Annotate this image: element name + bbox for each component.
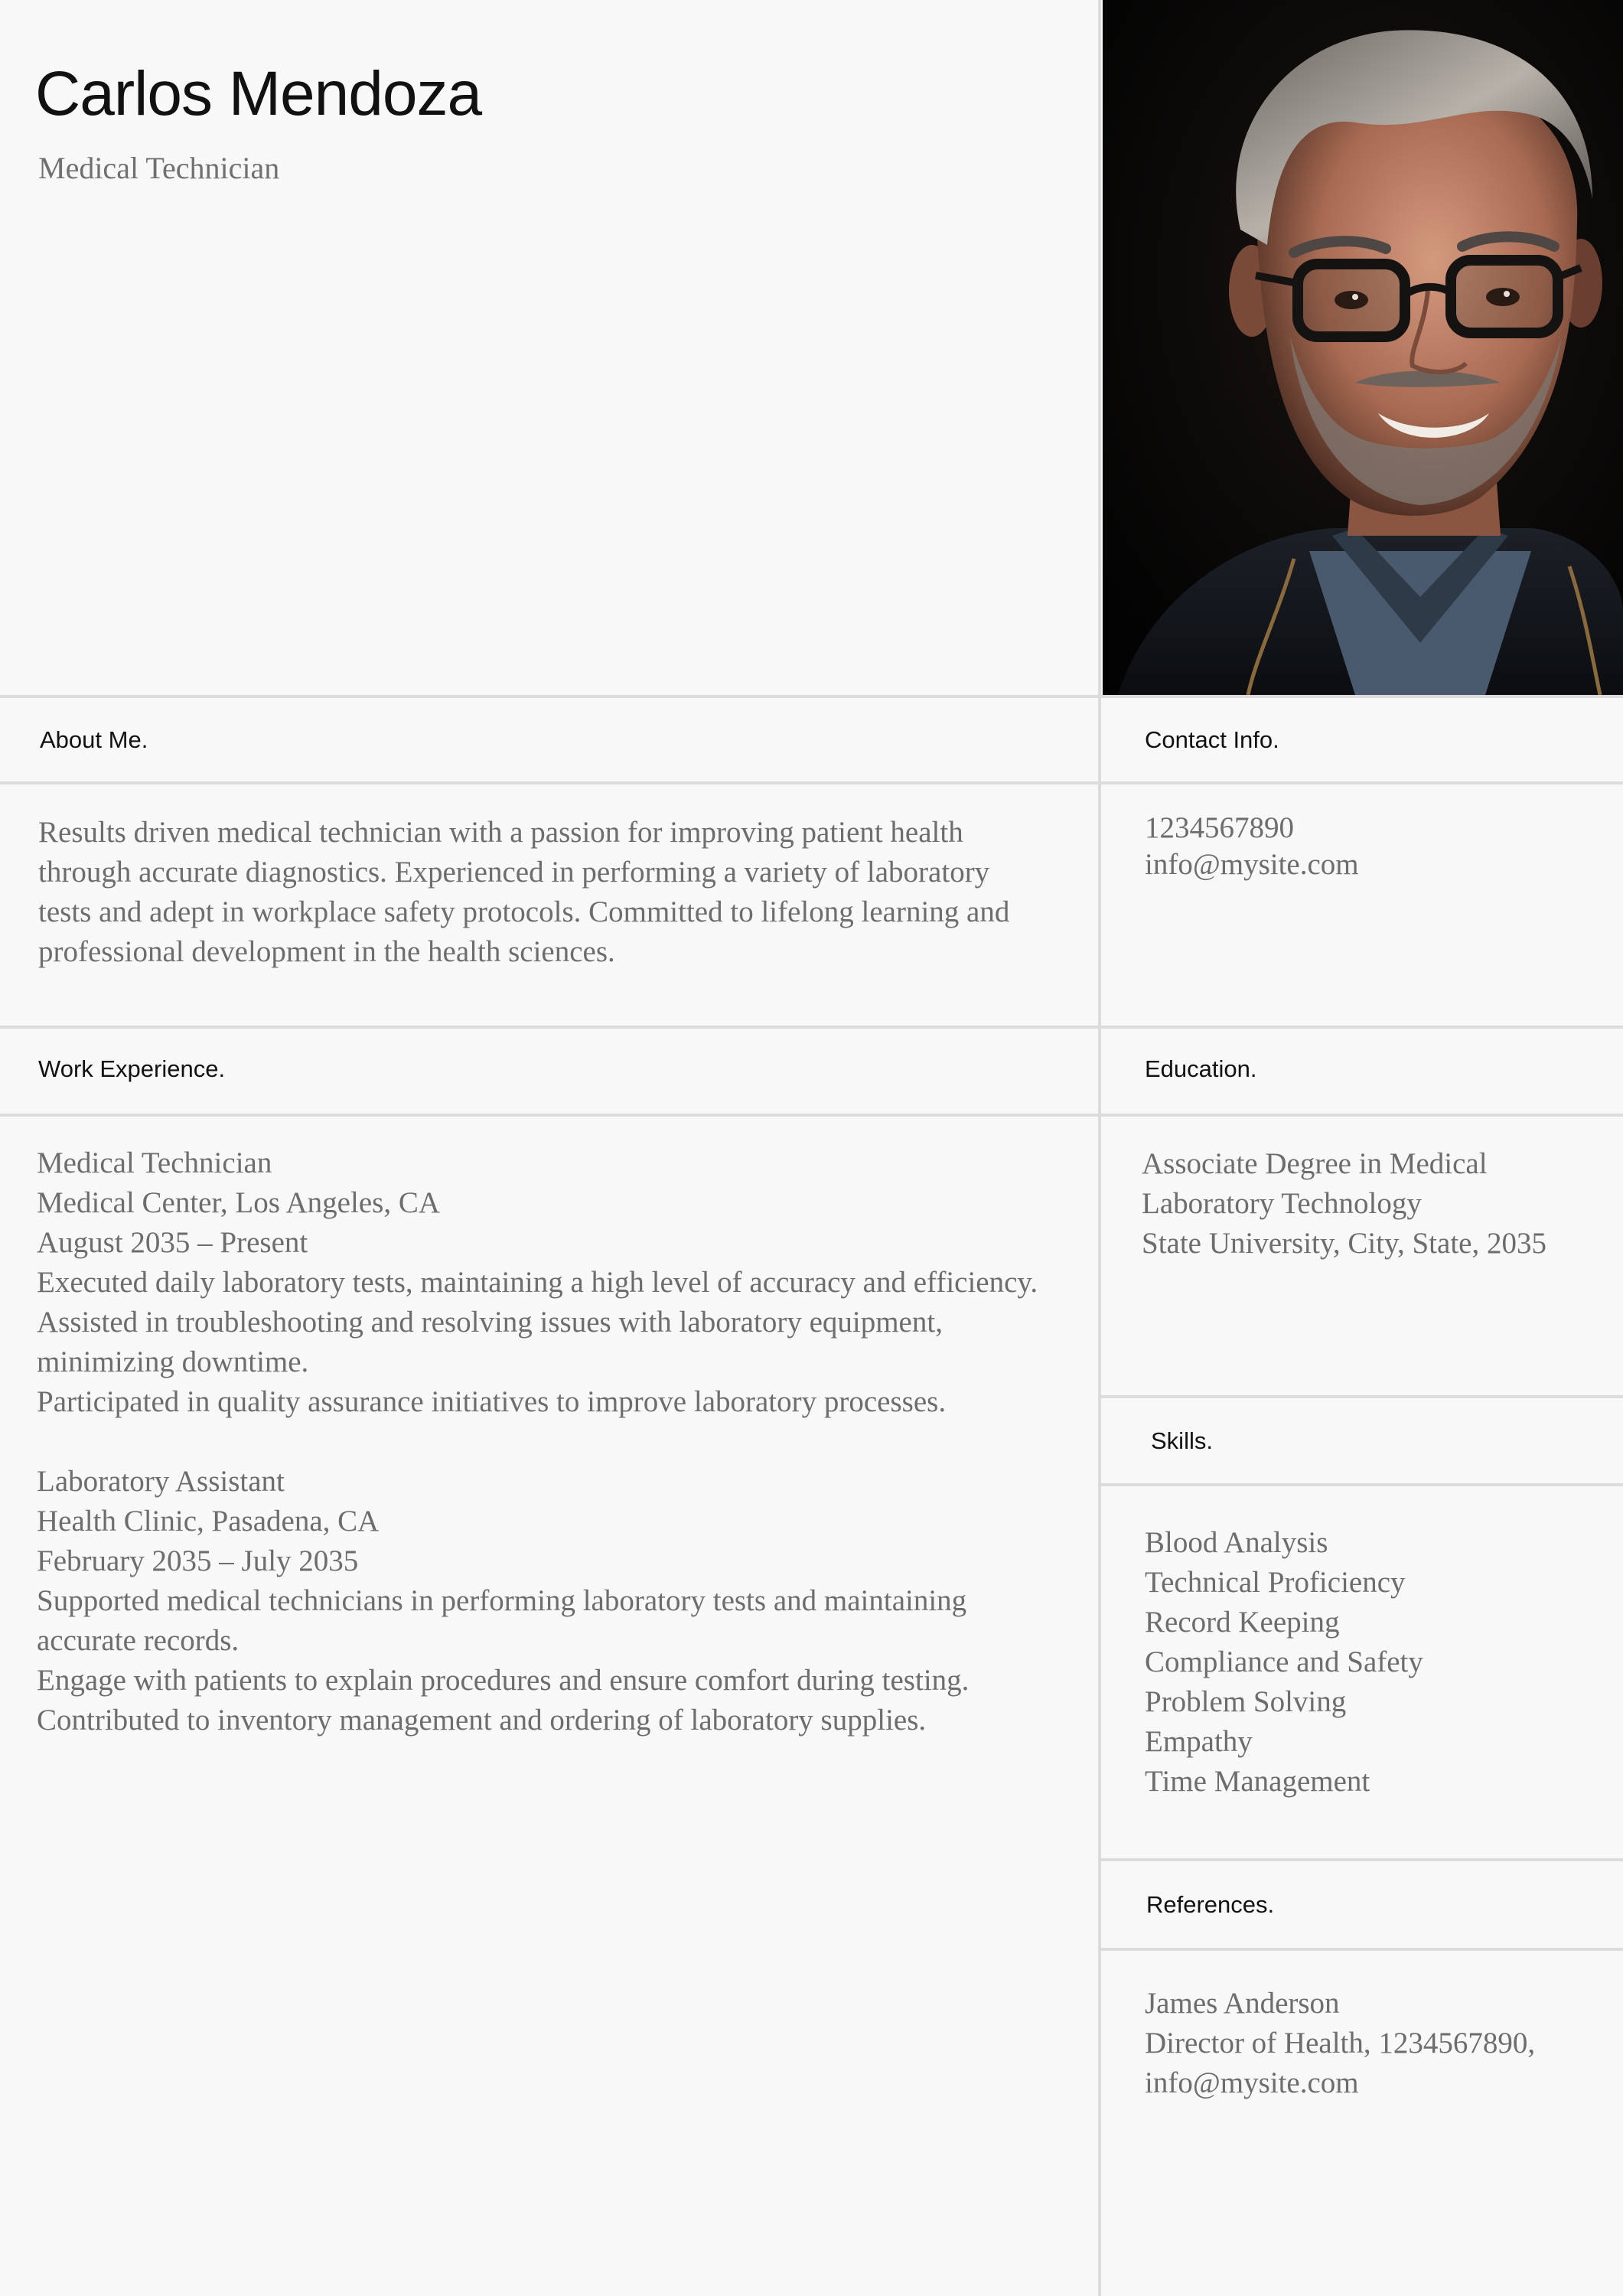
job-duty: Contributed to inventory management and ordering of laboratory supplies. (37, 1704, 927, 1737)
about-heading: About Me. (40, 726, 148, 753)
row-divider (1100, 1948, 1623, 1951)
education-block (1142, 1144, 1546, 1264)
about-line: tests and adept in workplace safety protocols. Committed to lifelong learning and (38, 895, 1010, 928)
job-duty: Assisted in troubleshooting and resolving issues with laboratory equipment, (37, 1306, 943, 1339)
skill-item: Problem Solving (1145, 1685, 1347, 1718)
row-divider (0, 1026, 1623, 1029)
skill-item: Technical Proficiency (1145, 1566, 1406, 1599)
profile-photo (1103, 0, 1623, 695)
job-company: Medical Center, Los Angeles, CA (37, 1186, 440, 1219)
work-experience-block (37, 1143, 1038, 1740)
skill-item: Time Management (1145, 1765, 1370, 1798)
row-divider (0, 781, 1623, 784)
candidate-name: Carlos Mendoza (35, 59, 482, 129)
job-dates: February 2035 – July 2035 (37, 1544, 359, 1577)
skill-item: Blood Analysis (1145, 1526, 1328, 1559)
reference-line: info@mysite.com (1145, 2066, 1359, 2099)
job-title: Medical Technician (37, 1146, 272, 1179)
about-line: Results driven medical technician with a passion for improving patient health (38, 816, 963, 849)
work-heading: Work Experience. (38, 1055, 226, 1082)
about-line: through accurate diagnostics. Experienced in performing a variety of laboratory (38, 856, 990, 889)
job-title: Laboratory Assistant (37, 1465, 285, 1498)
references-block (1145, 1984, 1535, 2103)
skill-item: Compliance and Safety (1145, 1645, 1423, 1678)
row-divider (1100, 1483, 1623, 1486)
job-company: Health Clinic, Pasadena, CA (37, 1505, 380, 1538)
job-duty: Executed daily laboratory tests, maintaining a high level of accuracy and efficiency. (37, 1266, 1038, 1299)
row-divider (1100, 1395, 1623, 1398)
job-dates: August 2035 – Present (37, 1226, 308, 1259)
contact-email: info@mysite.com (1145, 848, 1359, 881)
column-divider (1098, 0, 1101, 2296)
references-heading: References. (1146, 1891, 1275, 1918)
spacer (37, 1422, 1038, 1462)
reference-line: Director of Health, 1234567890, (1145, 2027, 1536, 2060)
contact-heading: Contact Info. (1145, 726, 1279, 753)
skill-item: Record Keeping (1145, 1606, 1340, 1639)
candidate-title: Medical Technician (38, 151, 280, 185)
education-line: Associate Degree in Medical (1142, 1147, 1488, 1180)
job-duty: Participated in quality assurance initiatives to improve laboratory processes. (37, 1385, 947, 1418)
skills-list (1145, 1523, 1423, 1802)
about-text (38, 813, 1009, 972)
skill-item: Empathy (1145, 1725, 1253, 1758)
contact-block (1145, 810, 1359, 883)
job-duty: accurate records. (37, 1624, 240, 1657)
education-heading: Education. (1145, 1055, 1257, 1082)
reference-name: James Anderson (1145, 1987, 1340, 2020)
row-divider (1100, 1858, 1623, 1861)
contact-phone: 1234567890 (1145, 811, 1294, 844)
row-divider (0, 1114, 1623, 1117)
about-line: professional development in the health sciences. (38, 935, 615, 968)
row-divider (0, 695, 1623, 698)
skills-heading: Skills. (1151, 1427, 1213, 1454)
job-duty: minimizing downtime. (37, 1345, 309, 1378)
job-duty: Supported medical technicians in performing laboratory tests and maintaining (37, 1584, 967, 1617)
education-line: Laboratory Technology (1142, 1187, 1422, 1220)
education-line: State University, City, State, 2035 (1142, 1227, 1546, 1260)
job-duty: Engage with patients to explain procedures and ensure comfort during testing. (37, 1664, 970, 1697)
